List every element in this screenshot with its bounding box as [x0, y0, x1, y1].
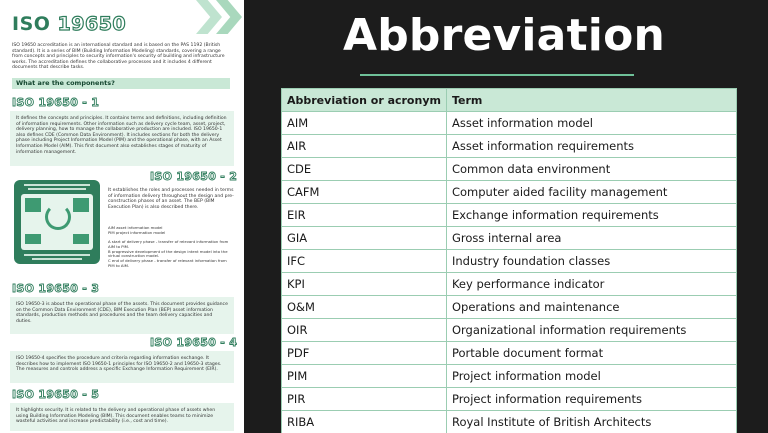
table-row	[282, 181, 737, 204]
title-number: 19650	[57, 13, 127, 35]
section-5-heading: ISO 19650 - 5	[12, 388, 100, 401]
term-cell: Key performance indicator	[446, 273, 736, 296]
abbreviation-cell: O&M	[282, 296, 447, 319]
section-1-heading: ISO 19650 - 1	[12, 96, 100, 109]
table-row	[282, 135, 737, 158]
abbreviation-cell: IFC	[282, 250, 447, 273]
abbreviation-cell: OIR	[282, 319, 447, 342]
information-management-diagram	[14, 180, 100, 264]
table-row	[282, 319, 737, 342]
table-row	[282, 227, 737, 250]
page-title: Abbreviation	[342, 10, 666, 61]
abbreviation-cell: CAFM	[282, 181, 447, 204]
abbreviation-table	[281, 88, 737, 433]
table-row	[282, 411, 737, 433]
term-cell: Common data environment	[446, 158, 736, 181]
term-cell: Royal Institute of British Architects	[446, 411, 736, 433]
section-4-heading: ISO 19650 - 4	[150, 336, 238, 349]
table-row	[282, 158, 737, 181]
iso-infographic	[0, 0, 244, 433]
term-cell: Portable document format	[446, 342, 736, 365]
section-2-heading: ISO 19650 - 2	[150, 170, 238, 183]
abbreviation-cell: AIR	[282, 135, 447, 158]
title-underline	[360, 74, 634, 76]
chevron-decoration-icon	[196, 0, 222, 34]
section-2-text: It establishes the roles and processes needed in terms of information delivery throughout the design and pre-construction phases of an asset. The BEP (BIM Execution Plan) is also described there.	[108, 188, 234, 210]
column-header-term: Term	[446, 89, 736, 112]
table-row	[282, 388, 737, 411]
abbreviation-panel	[244, 0, 768, 433]
abbreviation-cell: EIR	[282, 204, 447, 227]
abbreviation-cell: AIM	[282, 112, 447, 135]
table-row	[282, 112, 737, 135]
cycle-icon	[45, 204, 71, 230]
table-row	[282, 273, 737, 296]
term-cell: Project information model	[446, 365, 736, 388]
diagram-block	[25, 234, 41, 244]
table-row	[282, 296, 737, 319]
components-bar	[12, 78, 230, 89]
term-cell: Organizational information requirements	[446, 319, 736, 342]
table-row	[282, 204, 737, 227]
section-3-text: ISO 19650-3 is about the operational phase of the assets. This document provides guidance on the Common Data Environment (CDE), BIM Execution Plan (BEP) asset information standards, production methods and procedures and the team delivery capacities and duties.	[16, 302, 228, 324]
term-cell: Project information requirements	[446, 388, 736, 411]
section-4-box	[10, 351, 234, 383]
table-body	[282, 112, 737, 433]
section-1-box	[10, 111, 234, 166]
term-cell: Exchange information requirements	[446, 204, 736, 227]
table-row	[282, 365, 737, 388]
abbreviation-cell: PDF	[282, 342, 447, 365]
abbreviation-cell: PIM	[282, 365, 447, 388]
abbreviation-cell: CDE	[282, 158, 447, 181]
section-5-box	[10, 403, 234, 431]
column-header-abbreviation: Abbreviation or acronym	[282, 89, 447, 112]
term-cell: Asset information model	[446, 112, 736, 135]
term-cell: Computer aided facility management	[446, 181, 736, 204]
term-cell: Asset information requirements	[446, 135, 736, 158]
abbreviation-cell: RIBA	[282, 411, 447, 433]
diagram-block	[73, 234, 89, 244]
table-header-row	[282, 89, 737, 112]
abbreviation-cell: KPI	[282, 273, 447, 296]
intro-paragraph: ISO 19650 accreditation is an international standard and is based on the PAS 1192 (British standard). It is a series of BIM (Building Information Modeling) standards, covering a range from concepts and principles to security information's security of building and infrastructure works. The accreditation defines the collaborative processes and it includes 4 different documents that describe tasks.	[12, 43, 225, 71]
table-row	[282, 250, 737, 273]
section-2-steps: A start of delivery phase - transfer of relevant information from AIM to PIM. B progressive development of the design intent model into the virtual construction model. C end of delivery phase - transfer of relevant information from PIM to AIM.	[108, 239, 229, 268]
section-4-text: ISO 19650-4 specifies the procedure and criteria regarding information exchange. It describes how to implement ISO 19650-1 principles for ISO 19650-2 and 19650-3 stages. The measures and controls address a specific Exchange Information Requirement (EIR).	[16, 356, 222, 373]
diagram-label-bar	[24, 184, 90, 186]
diagram-label-bar	[32, 258, 82, 260]
term-cell: Industry foundation classes	[446, 250, 736, 273]
section-3-heading: ISO 19650 - 3	[12, 282, 100, 295]
abbreviation-cell: GIA	[282, 227, 447, 250]
diagram-block	[73, 198, 89, 212]
term-cell: Gross internal area	[446, 227, 736, 250]
diagram-label-bar	[28, 188, 86, 190]
components-heading: What are the components?	[16, 79, 115, 87]
diagram-block	[25, 198, 41, 212]
term-cell: Operations and maintenance	[446, 296, 736, 319]
infographic-title	[12, 13, 126, 35]
section-5-text: It highlights security. It is related to the delivery and operational phase of assets when using Building Information Modeling (BIM). This document enables teams to minimize wasteful activities and increase predictability (i.e., cost and time).	[16, 408, 216, 425]
table-row	[282, 342, 737, 365]
section-3-box	[10, 297, 234, 334]
section-1-text: It defines the concepts and principles. It contains terms and definitions, including definition of information requirements. Other information such as delivery cycle team, asset, project, delivery planning, how to manage the collaborative production are included. ISO 19650-1 also defines CDE (Common Data Environment). It includes sections for both the delivery phase including Project Information Model (PIM) and the operational phase, with an Asset Information Model (AIM). This first document also establishes stages of maturity of information management.	[16, 116, 227, 155]
diagram-inner	[21, 194, 93, 250]
section-2-legend: AIM asset information model PIM project information model	[108, 225, 166, 235]
abbreviation-cell: PIR	[282, 388, 447, 411]
diagram-label-bar	[24, 254, 90, 256]
title-main: ISO	[12, 13, 51, 35]
